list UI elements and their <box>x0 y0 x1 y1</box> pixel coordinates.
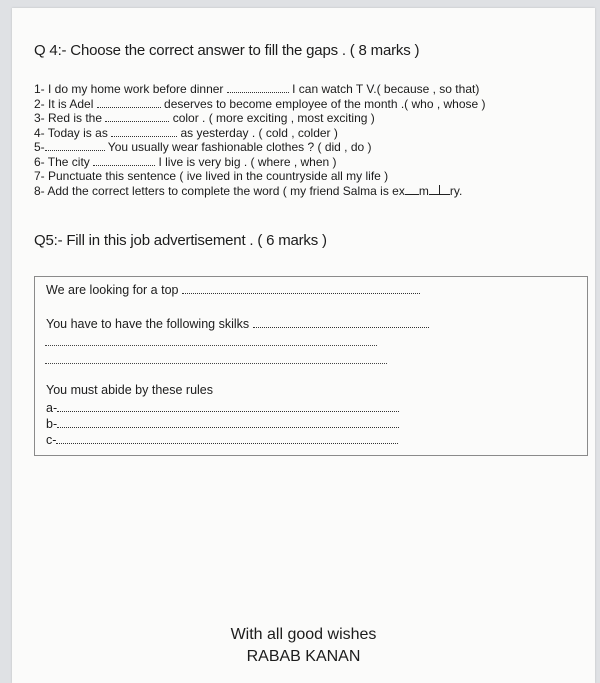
q4-item-6: 6- The city I live is very big . ( where , when ) <box>34 154 337 169</box>
answer-blank[interactable] <box>111 127 177 137</box>
answer-blank[interactable] <box>56 437 398 444</box>
q4-item-2: 2- It is Adel deserves to become employee of the month .( who , whose ) <box>34 96 486 111</box>
answer-line[interactable] <box>45 345 377 346</box>
closing-wishes: With all good wishes <box>230 626 377 643</box>
q4-question-list <box>34 82 486 198</box>
answer-line[interactable] <box>45 363 387 364</box>
answer-blank[interactable] <box>105 112 169 122</box>
q4-item-5: 5- You usually wear fashionable clothes ? ( did , do ) <box>34 140 372 154</box>
q4-item-3: 3- Red is the color . ( more exciting , most exciting ) <box>34 111 375 125</box>
rule-b: b- <box>46 417 399 431</box>
q4-item-8: 8- Add the correct letters to complete the word ( my friend Salma is ex m ry. <box>34 183 463 198</box>
answer-blank[interactable] <box>253 318 429 328</box>
answer-blank[interactable] <box>57 421 399 428</box>
word-part-3: ry. <box>449 183 463 198</box>
answer-blank[interactable] <box>182 284 420 294</box>
word-part-2: m <box>418 183 429 198</box>
rule-a: a- <box>46 401 399 415</box>
q4-item-1: 1- I do my home work before dinner I can watch T V.( because , so that) <box>34 82 480 96</box>
rule-c: c- <box>46 433 398 447</box>
closing-block <box>12 624 595 668</box>
author-name: RABAB KANAN <box>246 648 361 665</box>
answer-blank[interactable] <box>45 141 105 151</box>
letter-gap[interactable] <box>429 184 439 195</box>
letter-gap[interactable] <box>405 184 419 195</box>
q4-item-7: 7- Punctuate this sentence ( ive lived in the countryside all my life ) <box>34 169 389 183</box>
ad-line-2: You have to have the following skilks <box>46 317 429 331</box>
ad-line-1: We are looking for a top <box>46 283 420 297</box>
q5-title: Q5:- Fill in this job advertisement . ( 6 marks ) <box>34 232 327 249</box>
answer-blank[interactable] <box>97 98 161 108</box>
rules-heading: You must abide by these rules <box>46 383 214 397</box>
q4-title: Q 4:- Choose the correct answer to fill the gaps . ( 8 marks ) <box>34 42 420 59</box>
answer-blank[interactable] <box>227 83 289 93</box>
job-advertisement-box <box>34 276 588 456</box>
worksheet-page <box>12 8 595 683</box>
word-part-1: ex <box>392 183 405 198</box>
answer-blank[interactable] <box>93 156 155 166</box>
q4-item-4: 4- Today is as as yesterday . ( cold , colder ) <box>34 125 338 140</box>
letter-gap[interactable] <box>440 184 450 195</box>
answer-blank[interactable] <box>57 405 399 412</box>
